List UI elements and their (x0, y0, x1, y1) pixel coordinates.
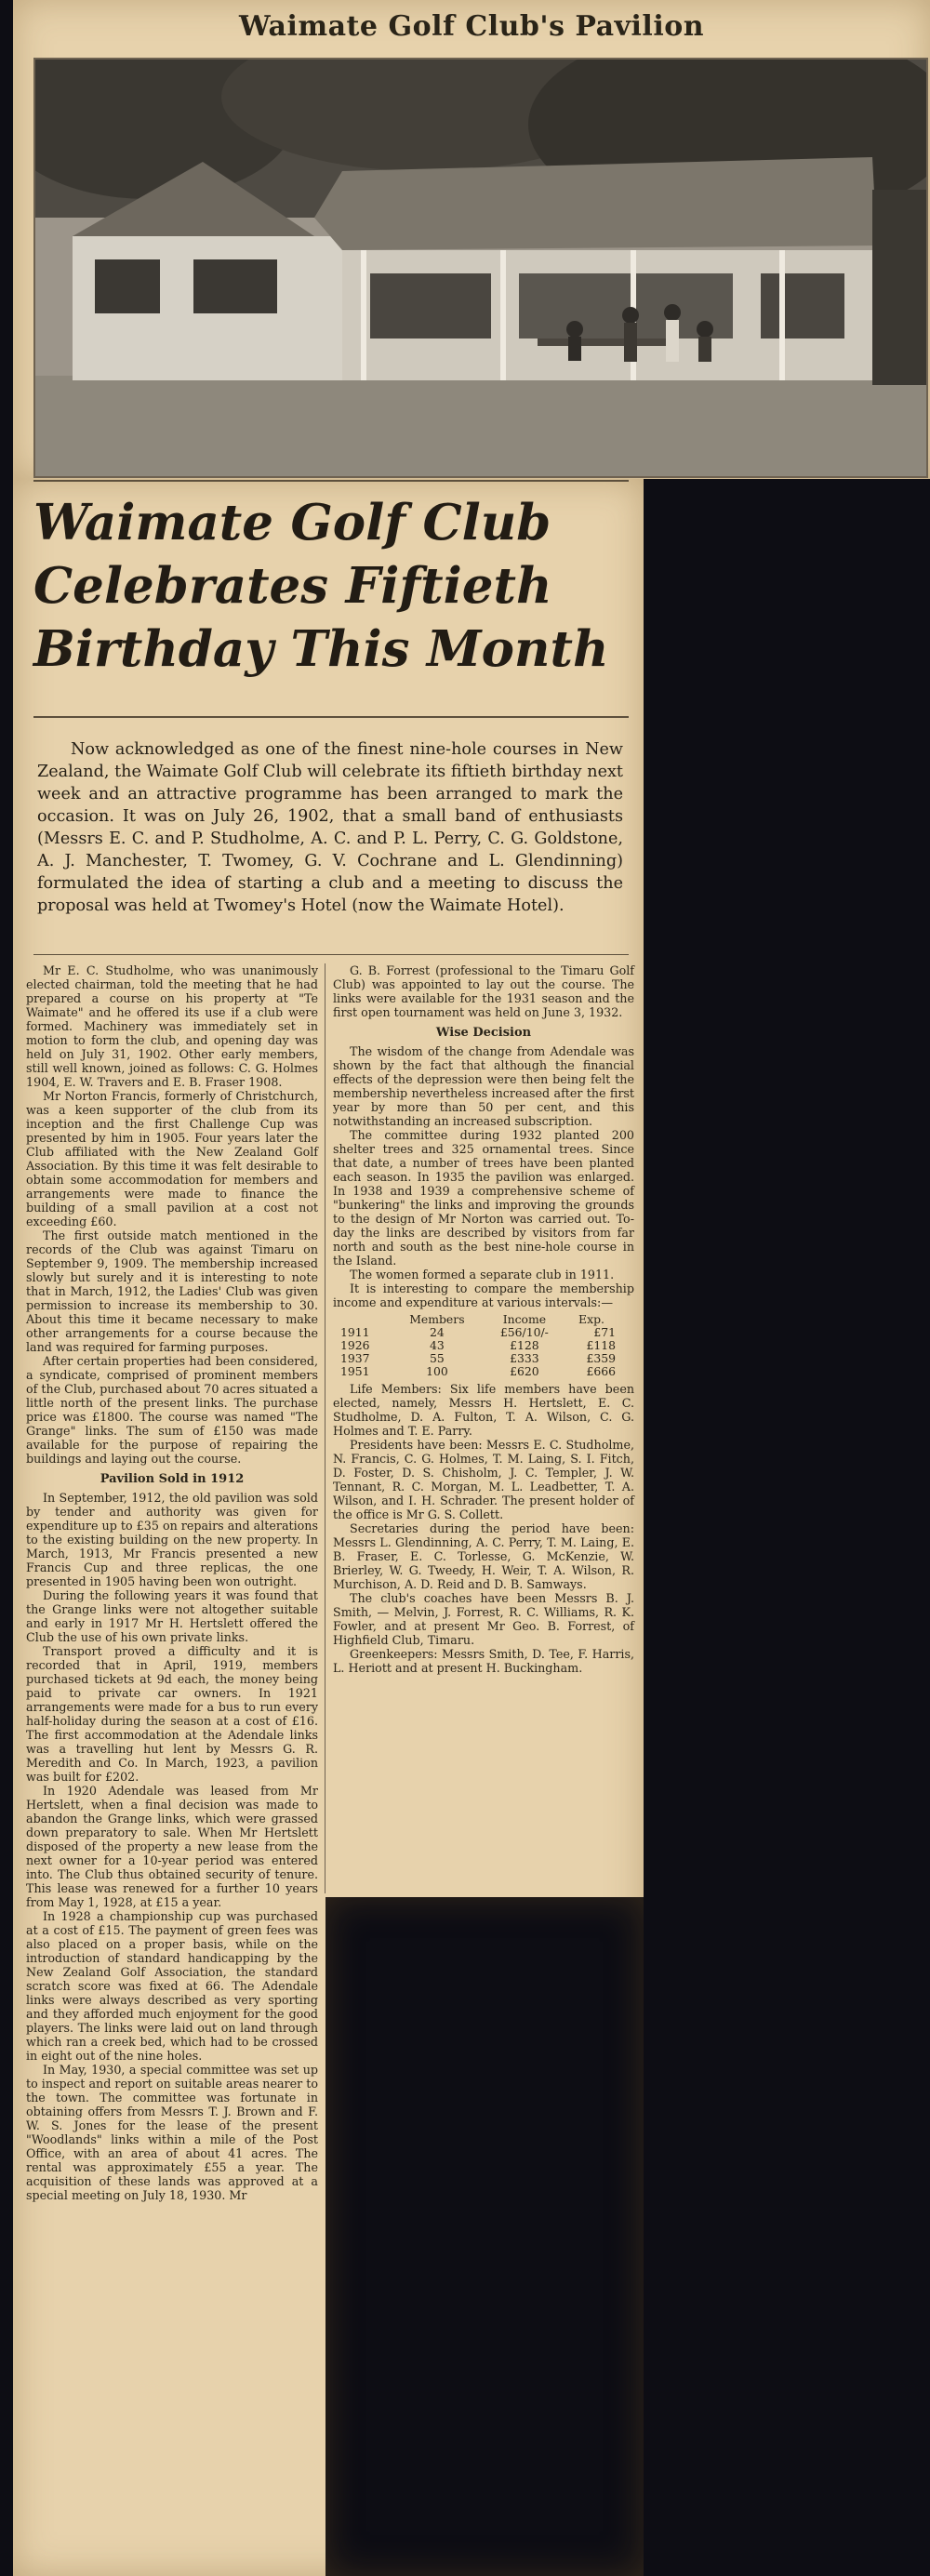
paragraph: Mr E. C. Studholme, who was unanimously elected chairman, told the meeting that he had prepared a course on his property at "Te Waimate" and he offered its use if a club were formed. Machinery was immediately set in motion to form the club, and opening day was held on July 31, 1902. Other early members, still well known, joined as follows: C. G. Holmes 1904, E. W. Travers and E. B. Fraser 1908. (26, 963, 318, 1089)
table-row (339, 1365, 618, 1378)
table-cell: £118 (586, 1338, 616, 1352)
paragraph: In May, 1930, a special committee was set up to inspect and report on suitable areas nearer to the town. The committee was fortunate in obtaining offers from Messrs T. J. Brown and F. W. S. Jones for the lease of the present "Woodlands" links within a mile of the Post Office, with an area of about 41 acres. The rental was approximately £55 a year. The acquisition of these lands was approved at a special meeting on July 18, 1930. Mr (26, 2063, 318, 2202)
paragraph: Life Members: Six life members have been elected, namely, Messrs H. Hertslett, E. C. Studholme, D. A. Fulton, T. A. Wilson, C. G. Holmes and T. E. Parry. (333, 1382, 634, 1438)
left-column (26, 963, 318, 2202)
table-row (339, 1339, 618, 1352)
table-cell: 43 (430, 1338, 445, 1352)
paragraph: G. B. Forrest (professional to the Timaru Golf Club) was appointed to lay out the course. The links were available for the 1931 season and the first open tournament was held on June 3, 1932. (333, 963, 634, 1019)
headline-line-1: Waimate Golf Club (33, 494, 551, 551)
table-cell: £359 (586, 1351, 616, 1365)
table-cell: 100 (426, 1364, 448, 1378)
paragraph: During the following years it was found that the Grange links were not altogether suitable and early in 1917 Mr H. Hertslett offered the Club the use of his own private links. (26, 1588, 318, 1644)
membership-table (339, 1313, 618, 1378)
paragraph: The club's coaches have been Messrs B. J. Smith, — Melvin, J. Forrest, R. C. Williams, R. K. Fowler, and at present Mr Geo. B. Forrest, of Highfield Club, Timaru. (333, 1591, 634, 1647)
paragraph: Transport proved a difficulty and it is recorded that in April, 1919, members purchased tickets at 9d each, the money being paid to private car owners. In 1921 arrangements were made for a bus to run every half-holiday during the season at a cost of £16. The first accommodation at the Adendale links was a travelling hut lent by Messrs G. R. Meredith and Co. In March, 1923, a pavilion was built for £202. (26, 1644, 318, 1784)
paragraph: The first outside match mentioned in the records of the Club was against Timaru on September 9, 1909. The membership increased slowly but surely and it is interesting to note that in March, 1912, the Ladies' Club was given permission to increase its membership to 30. About this time it became necessary to make other arrangements for a course because the land was required for farming purposes. (26, 1228, 318, 1354)
subheading-wise-decision: Wise Decision (435, 1026, 532, 1040)
table-header: Exp. (578, 1312, 604, 1326)
paragraph: Secretaries during the period have been: Messrs L. Glendinning, A. C. Perry, T. M. Laing, E. B. Fraser, E. C. Torlesse, G. McKenzie, W. Brierley, W. G. Tweedy, H. Weir, T. A. Wilson, R. Murchison, A. D. Reid and D. B. Samways. (333, 1521, 634, 1591)
table-cell: £620 (510, 1364, 539, 1378)
paragraph: In 1920 Adendale was leased from Mr Hertslett, when a final decision was made to abandon the Grange links, which were grassed down preparatory to sale. When Mr Hertslett disposed of the property a new lease from the next owner for a 10-year period was entered into. The Club thus obtained security of tenure. This lease was renewed for a further 10 years from May 1, 1928, at £15 a year. (26, 1784, 318, 1909)
table-row (339, 1326, 618, 1339)
table-cell: 1911 (340, 1325, 370, 1339)
paragraph: Presidents have been: Messrs E. C. Studholme, N. Francis, C. G. Holmes, T. M. Laing, S. I. Fitch, D. Foster, D. S. Chisholm, J. C. Templer, J. W. Tennant, R. C. Morgan, M. L. Leadbetter, T. A. Wilson, and I. H. Schrader. The present holder of the office is Mr G. S. Collett. (333, 1438, 634, 1521)
pavilion-photo (33, 58, 928, 478)
table-row (339, 1352, 618, 1365)
paragraph: The wisdom of the change from Adendale was shown by the fact that although the financial effects of the depression were then being felt the membership nevertheless increased after the first year by more than 50 per cent, and this notwithstanding an increased subscription. (333, 1044, 634, 1128)
paragraph: Mr Norton Francis, formerly of Christchurch, was a keen supporter of the club from its inception and the first Challenge Cup was presented by him in 1905. Four years later the Club affiliated with the New Zealand Golf Association. By this time it was felt desirable to obtain some accommodation for members and arrangements were made to finance the building of a small pavilion at a cost not exceeding £60. (26, 1089, 318, 1228)
table-cell: 1951 (340, 1364, 370, 1378)
photo-caption: Waimate Golf Club's Pavilion (238, 10, 705, 43)
table-cell: £333 (510, 1351, 539, 1365)
paragraph: In September, 1912, the old pavilion was sold by tender and authority was given for expenditure up to £35 on repairs and alterations to the existing building on the new property. In March, 1913, Mr Francis presented a new Francis Cup and three replicas, the one presented in 1905 having been won outright. (26, 1491, 318, 1588)
headline-rule-bottom (33, 716, 629, 718)
table-cell: £128 (510, 1338, 539, 1352)
table-cell: 24 (430, 1325, 445, 1339)
table-cell: £71 (593, 1325, 616, 1339)
table-cell: 1937 (340, 1351, 370, 1365)
table-cell: 1926 (340, 1338, 370, 1352)
paragraph: After certain properties had been considered, a syndicate, comprised of prominent members of the Club, purchased about 70 acres situated a little north of the present links. The purchase price was £1800. The course was named "The Grange" links. The sum of £150 was made available for the purpose of repairing the buildings and laying out the course. (26, 1354, 318, 1466)
background-dark (326, 1897, 644, 2576)
headline-line-3: Birthday This Month (33, 620, 609, 678)
subheading-pavilion-sold: Pavilion Sold in 1912 (100, 1472, 245, 1486)
table-header: Income (502, 1312, 547, 1326)
table-cell: 55 (430, 1351, 445, 1365)
paragraph: In 1928 a championship cup was purchased at a cost of £15. The payment of green fees was also placed on a proper basis, while on the introduction of standard handicapping by the New Zealand Golf Association, the standard scratch score was fixed at 66. The Adendale links were always described as very sporting and they afforded much enjoyment for the good players. The links were laid out on land through which ran a creek bed, which had to be crossed in eight out of the nine holes. (26, 1909, 318, 2063)
table-header: Members (409, 1312, 465, 1326)
headline-line-2: Celebrates Fiftieth (33, 557, 552, 615)
table-header-row (339, 1313, 618, 1326)
intro-paragraph: Now acknowledged as one of the finest nine-hole courses in New Zealand, the Waimate Golf Club will celebrate its fiftieth birthday next week and an attractive programme has been arranged to mark the occasion. It was on July 26, 1902, that a small band of enthusiasts (Messrs E. C. and P. Studholme, A. C. and P. L. Perry, C. G. Goldstone, A. J. Manchester, T. Twomey, G. V. Cochrane and L. Glendinning) formulated the idea of starting a club and a meeting to discuss the proposal was held at Twomey's Hotel (now the Waimate Hotel). (37, 740, 623, 915)
paragraph: The committee during 1932 planted 200 shelter trees and 325 ornamental trees. Since that date, a number of trees have been planted each season. In 1935 the pavilion was enlarged. In 1938 and 1939 a comprehensive scheme of "bunkering" the links and improving the grounds to the design of Mr Norton was carried out. To-day the links are described by visitors from far north and south as the best nine-hole course in the Island. (333, 1128, 634, 1268)
paragraph: Greenkeepers: Messrs Smith, D. Tee, F. Harris, L. Heriott and at present H. Buckingham. (333, 1647, 634, 1675)
intro-rule (33, 954, 629, 955)
headline-rule-top (33, 480, 629, 482)
paragraph: The women formed a separate club in 1911. (350, 1268, 615, 1281)
right-column (333, 963, 634, 1675)
table-cell: £56/10/- (499, 1325, 549, 1339)
headline (33, 491, 629, 681)
table-header (339, 1313, 391, 1326)
paragraph: It is interesting to compare the membership income and expenditure at various intervals:— (333, 1281, 634, 1309)
column-divider (325, 963, 326, 1893)
table-cell: £666 (586, 1364, 616, 1378)
